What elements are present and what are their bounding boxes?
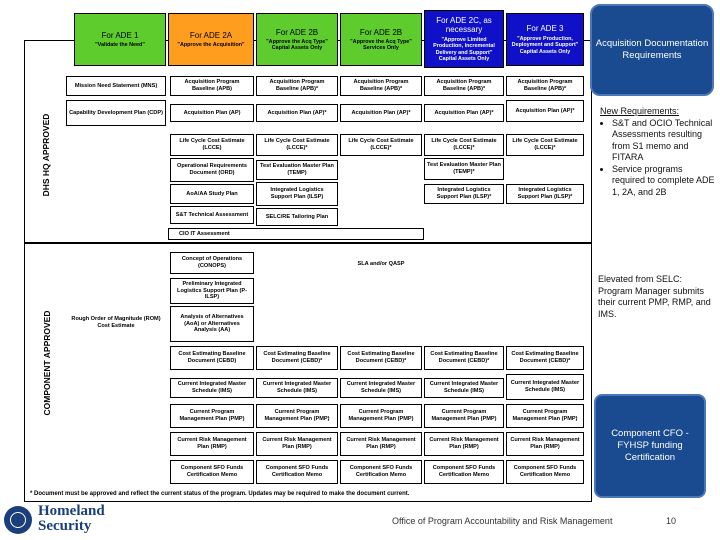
doc-st-assessment: S&T Technical Assessment: [170, 206, 254, 224]
doc-rom: Rough Order of Magnitude (ROM) Cost Estimate: [66, 314, 166, 332]
doc-pmp: Current Program Management Plan (PMP): [170, 404, 254, 428]
brand-line2: Security: [38, 518, 92, 534]
doc-temp: Test Evaluation Master Plan (TEMP): [256, 160, 338, 180]
header-title: For ADE 2A: [189, 30, 233, 40]
doc-sfo-memo: Component SFO Funds Certification Memo: [506, 460, 584, 484]
header-ade1: [74, 13, 166, 66]
footer-office: Office of Program Accountability and Risk Management: [392, 516, 613, 526]
doc-lcce: Life Cycle Cost Estimate (LCCE)*: [424, 134, 504, 156]
doc-cio-assessment: CIO IT Assessment: [168, 228, 424, 240]
doc-ord: Operational Requirements Document (ORD): [170, 158, 254, 182]
header-ade2b-capital: [256, 13, 338, 66]
doc-ims: Current Integrated Master Schedule (IMS): [340, 378, 422, 398]
doc-aoa-study-plan: AoA/AA Study Plan: [170, 184, 254, 204]
footnote: * Document must be approved and reflect the current status of the program. Updates may be required to make the document current.: [28, 488, 588, 500]
doc-ims: Current Integrated Master Schedule (IMS): [170, 378, 254, 398]
doc-cebd: Cost Estimating Baseline Document (CEBD)*: [506, 346, 584, 370]
list-item: • Service programs required to complete ADE 1, 2A, and 2B: [612, 164, 718, 199]
doc-conops: Concept of Operations (CONOPS): [170, 252, 254, 274]
doc-sfo-memo: Component SFO Funds Certification Memo: [424, 460, 504, 484]
doc-sfo-memo: Component SFO Funds Certification Memo: [340, 460, 422, 484]
doc-mns: Mission Need Statement (MNS): [66, 76, 166, 96]
doc-ap: Acquisition Plan (AP)*: [424, 104, 504, 122]
dhs-seal-icon: [4, 506, 32, 534]
brand-line1: Homeland: [38, 503, 105, 519]
doc-aoa: Analysis of Alternatives (AoA) or Alternatives Analysis (AA): [170, 306, 254, 342]
header-title: For ADE 2B: [275, 27, 319, 37]
doc-cebd: Cost Estimating Baseline Document (CEBD): [170, 346, 254, 370]
section-divider: [24, 242, 592, 244]
new-requirements-title: New Requirements:: [600, 106, 680, 116]
doc-sfo-memo: Component SFO Funds Certification Memo: [170, 460, 254, 484]
callout-text: Component CFO - FYHSP funding Certification: [611, 428, 689, 463]
doc-rmp: Current Risk Management Plan (RMP): [506, 432, 584, 456]
dhs-approved-label: DHS HQ APPROVED: [41, 113, 51, 197]
doc-lcce: Life Cycle Cost Estimate (LCCE)*: [506, 134, 584, 156]
doc-cebd: Cost Estimating Baseline Document (CEBD)*: [424, 346, 504, 370]
doc-ims: Current Integrated Master Schedule (IMS): [424, 378, 504, 398]
header-title: For ADE 2C, as necessary: [436, 15, 492, 34]
elevated-note: Elevated from SELC: Program Manager submits their current PMP, RMP, and IMS.: [598, 274, 711, 319]
callout-text: Acquisition Documentation Requirements: [595, 38, 709, 61]
header-ade2b-services: [340, 13, 422, 66]
doc-ilsp: Integrated Logistics Support Plan (ILSP)*: [506, 184, 584, 204]
doc-apb: Acquisition Program Baseline (APB)*: [340, 76, 422, 96]
header-subtitle: "Approve the Acq Type" Services Only: [350, 38, 412, 51]
doc-ims: Current Integrated Master Schedule (IMS): [506, 374, 584, 400]
header-title: For ADE 3: [526, 24, 564, 33]
callout-cfo-certification: [594, 394, 706, 498]
new-requirements-list: [600, 118, 718, 199]
doc-ilsp: Integrated Logistics Support Plan (ILSP): [256, 182, 338, 206]
doc-rmp: Current Risk Management Plan (RMP): [170, 432, 254, 456]
doc-lcce: Life Cycle Cost Estimate (LCCE): [170, 134, 254, 156]
page-number: 10: [666, 516, 677, 526]
doc-temp: Test Evaluation Master Plan (TEMP)*: [424, 158, 504, 180]
doc-selc-tailoring: SELC/RE Tailoring Plan: [256, 208, 338, 226]
header-ade2c: [424, 10, 504, 68]
header-subtitle: "Approve Production, Deployment and Support" Capital Assets Only: [511, 35, 579, 55]
doc-rmp: Current Risk Management Plan (RMP): [340, 432, 422, 456]
doc-rmp: Current Risk Management Plan (RMP): [424, 432, 504, 456]
header-subtitle: "Approve Limited Production, Incremental Delivery and Support" Capital Assets Only: [433, 36, 495, 62]
doc-apb: Acquisition Program Baseline (APB)*: [506, 76, 584, 96]
header-ade2a: [168, 13, 254, 66]
doc-apb: Acquisition Program Baseline (APB)*: [256, 76, 338, 96]
header-subtitle: "Approve the Acq Type" Capital Assets Only: [266, 38, 328, 51]
doc-cebd: Cost Estimating Baseline Document (CEBD)*: [256, 346, 338, 370]
header-subtitle: "Validate the Need": [95, 41, 145, 48]
doc-ap: Acquisition Plan (AP)*: [340, 104, 422, 122]
doc-pmp: Current Program Management Plan (PMP): [424, 404, 504, 428]
dhs-logo-text: [38, 504, 105, 534]
doc-apb: Acquisition Program Baseline (APB)*: [424, 76, 504, 96]
doc-sfo-memo: Component SFO Funds Certification Memo: [256, 460, 338, 484]
header-subtitle: "Approve the Acquisition": [177, 41, 245, 48]
doc-ap: Acquisition Plan (AP)*: [506, 100, 584, 122]
header-title: For ADE 2B: [359, 27, 403, 37]
doc-cebd: Cost Estimating Baseline Document (CEBD)*: [340, 346, 422, 370]
doc-ims: Current Integrated Master Schedule (IMS): [256, 378, 338, 398]
doc-apb: Acquisition Program Baseline (APB): [170, 76, 254, 96]
doc-cdp: Capability Development Plan (CDP): [66, 100, 166, 126]
header-ade3: [506, 13, 584, 66]
list-item: • S&T and OCIO Technical Assessments resulting from S1 memo and FITARA: [612, 118, 718, 164]
doc-ap: Acquisition Plan (AP)*: [256, 104, 338, 122]
header-title: For ADE 1: [101, 30, 139, 40]
doc-lcce: Life Cycle Cost Estimate (LCCE)*: [256, 134, 338, 156]
doc-pmp: Current Program Management Plan (PMP): [506, 404, 584, 428]
doc-ilsp: Integrated Logistics Support Plan (ILSP)*: [424, 184, 504, 204]
new-requirements-note: [600, 106, 718, 198]
doc-pilsp: Preliminary Integrated Logistics Support Plan (P-ILSP): [170, 278, 254, 304]
doc-pmp: Current Program Management Plan (PMP): [256, 404, 338, 428]
callout-acquisition-docs: [590, 4, 714, 96]
component-approved-label: COMPONENT APPROVED: [42, 310, 52, 416]
doc-ap: Acquisition Plan (AP): [170, 104, 254, 122]
doc-rmp: Current Risk Management Plan (RMP): [256, 432, 338, 456]
doc-sla-qasp: SLA and/or QASP: [340, 256, 422, 272]
doc-lcce: Life Cycle Cost Estimate (LCCE)*: [340, 134, 422, 156]
doc-pmp: Current Program Management Plan (PMP): [340, 404, 422, 428]
